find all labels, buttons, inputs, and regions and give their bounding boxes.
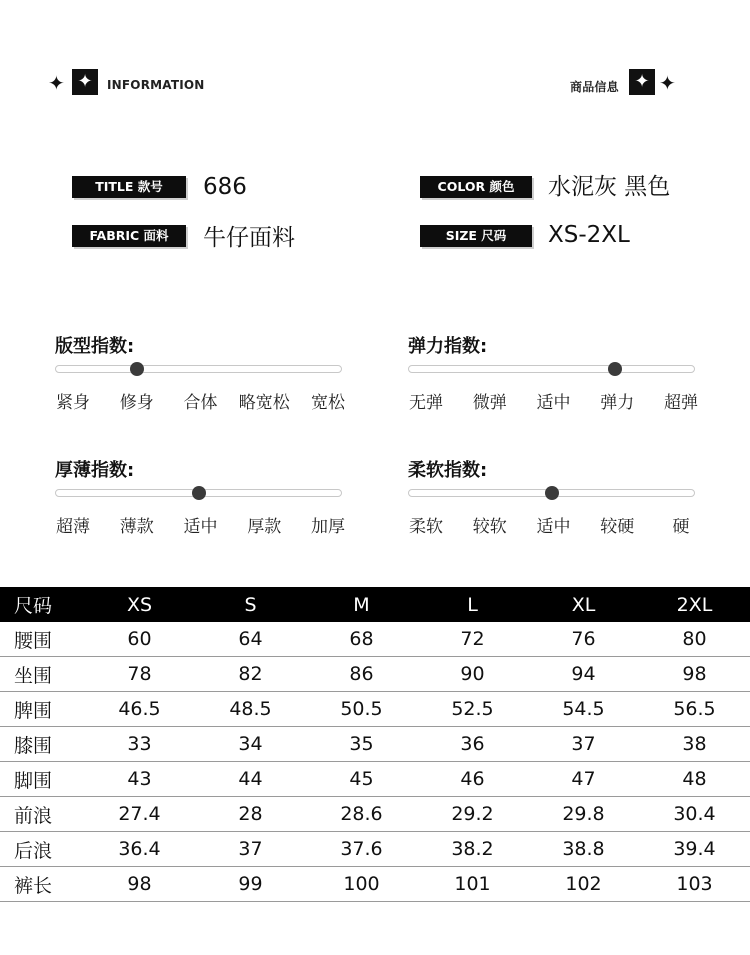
row-label-cell: 前浪 [0,797,84,832]
header-information-label: INFORMATION [107,78,205,92]
index-option-label: 超弹 [664,393,698,413]
table-cell: 76 [528,622,639,657]
size-table [0,587,750,902]
table-cell: 30.4 [639,797,750,832]
row-label-cell: 脚围 [0,762,84,797]
index-option-label: 紧身 [56,393,90,413]
table-cell: 33 [84,727,195,762]
table-cell: 27.4 [84,797,195,832]
table-cell: 99 [195,867,306,902]
table-cell: 46 [417,762,528,797]
index-option-label: 硬 [672,517,690,537]
table-cell: 94 [528,657,639,692]
fabric-value: 牛仔面料 [203,225,295,251]
table-cell: 28.6 [306,797,417,832]
table-cell: 50.5 [306,692,417,727]
header-product-info-label: 商品信息 [570,80,619,94]
index-option-label: 超薄 [56,517,90,537]
sparkle-icon: ✦ [659,71,676,95]
table-cell: 72 [417,622,528,657]
color-value: 水泥灰 黑色 [548,174,671,200]
row-label-cell: 脾围 [0,692,84,727]
header-cell: M [306,587,417,622]
index-option-label: 加厚 [311,517,345,537]
size-table-header [0,587,750,622]
table-cell: 48.5 [195,692,306,727]
table-cell: 98 [84,867,195,902]
table-cell: 34 [195,727,306,762]
header-stars-left [48,69,100,97]
header-cell: 尺码 [0,587,84,622]
row-label-cell: 腰围 [0,622,84,657]
index-option-label: 厚款 [247,517,282,537]
index-title: 厚薄指数: [55,460,135,481]
index-option-label: 适中 [183,517,218,537]
header-cell: XS [84,587,195,622]
row-label-cell: 后浪 [0,832,84,867]
table-cell: 86 [306,657,417,692]
header-cell: XL [528,587,639,622]
size-value: XS-2XL [548,222,630,248]
index-option-label: 薄款 [119,517,154,537]
index-option-label: 微弹 [472,393,507,413]
table-cell: 100 [306,867,417,902]
table-cell: 80 [639,622,750,657]
table-cell: 60 [84,622,195,657]
table-cell: 52.5 [417,692,528,727]
table-cell: 44 [195,762,306,797]
table-cell: 68 [306,622,417,657]
table-cell: 101 [417,867,528,902]
table-cell: 45 [306,762,417,797]
table-cell: 39.4 [639,832,750,867]
row-label-cell: 坐围 [0,657,84,692]
title-value: 686 [203,174,247,200]
index-option-label: 较硬 [600,517,635,537]
index-option-label: 较软 [472,517,507,537]
index-slider-track [408,365,695,373]
table-cell: 37 [195,832,306,867]
table-cell: 47 [528,762,639,797]
table-cell: 38 [639,727,750,762]
index-option-label: 无弹 [409,393,443,413]
table-cell: 29.2 [417,797,528,832]
sparkle-box-icon: ✦ [629,69,655,95]
table-row [0,657,750,692]
fabric-label: FABRIC 面料 [72,225,186,247]
table-row [0,727,750,762]
index-option-label: 宽松 [311,393,345,413]
index-title: 柔软指数: [408,460,488,481]
color-label: COLOR 颜色 [420,176,532,198]
table-cell: 54.5 [528,692,639,727]
index-option-label: 合体 [183,393,218,413]
table-cell: 28 [195,797,306,832]
table-cell: 98 [639,657,750,692]
index-slider-knob [545,486,559,500]
index-slider-knob [608,362,622,376]
title-label: TITLE 款号 [72,176,186,198]
row-label-cell: 裤长 [0,867,84,902]
index-option-label: 柔软 [409,517,443,537]
index-option-label: 修身 [119,393,154,413]
size-label: SIZE 尺码 [420,225,532,247]
header-cell: L [417,587,528,622]
table-cell: 43 [84,762,195,797]
index-slider-knob [130,362,144,376]
sparkle-box-icon: ✦ [72,69,98,95]
index-option-label: 弹力 [600,393,635,413]
table-cell: 37.6 [306,832,417,867]
header-stars-right [629,69,681,97]
table-row [0,762,750,797]
header-cell: S [195,587,306,622]
table-cell: 56.5 [639,692,750,727]
table-row [0,622,750,657]
table-cell: 36 [417,727,528,762]
table-cell: 29.8 [528,797,639,832]
table-cell: 90 [417,657,528,692]
index-title: 版型指数: [55,336,135,357]
index-title: 弹力指数: [408,336,488,357]
index-option-label: 略宽松 [238,393,290,413]
table-cell: 37 [528,727,639,762]
table-cell: 46.5 [84,692,195,727]
table-cell: 38.2 [417,832,528,867]
table-cell: 48 [639,762,750,797]
table-cell: 38.8 [528,832,639,867]
index-option-label: 适中 [536,393,571,413]
table-cell: 78 [84,657,195,692]
row-label-cell: 膝围 [0,727,84,762]
table-row [0,867,750,902]
table-row [0,692,750,727]
table-cell: 35 [306,727,417,762]
index-option-label: 适中 [536,517,571,537]
table-cell: 103 [639,867,750,902]
index-slider-track [55,365,342,373]
sparkle-icon: ✦ [48,71,65,95]
table-cell: 36.4 [84,832,195,867]
table-cell: 102 [528,867,639,902]
index-slider-knob [192,486,206,500]
table-cell: 64 [195,622,306,657]
table-cell: 82 [195,657,306,692]
header-cell: 2XL [639,587,750,622]
table-row [0,832,750,867]
table-row [0,797,750,832]
